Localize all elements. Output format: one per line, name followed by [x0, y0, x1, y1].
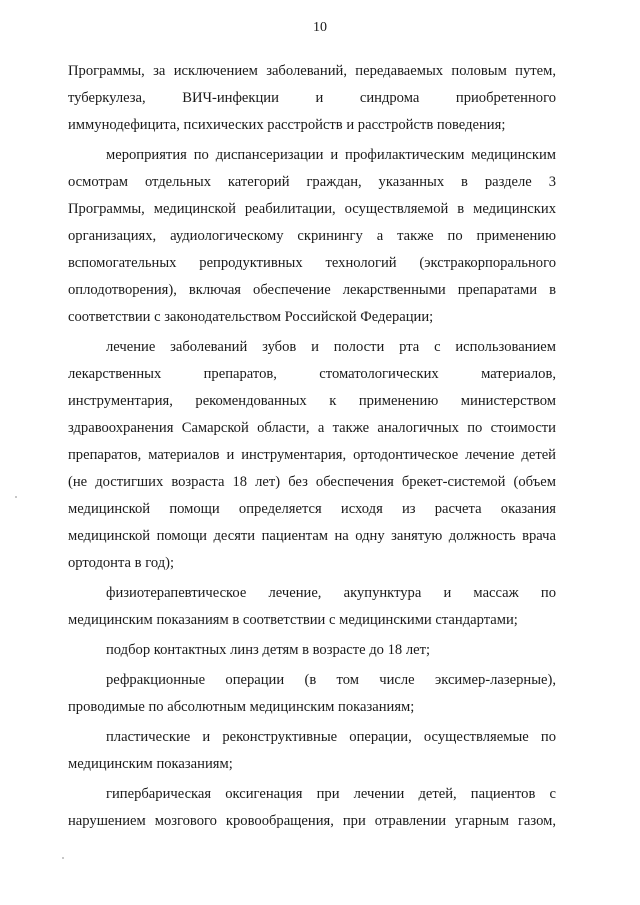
text-line: препаратов, материалов и инструментария, ортодонтическое лечение детей — [68, 447, 556, 463]
text-line: (не достигших возраста 18 лет) без обеспечения брекет-системой (объем — [68, 474, 556, 490]
text-line: здравоохранения Самарской области, а также аналогичных по стоимости — [68, 420, 556, 436]
text-line: осмотрам отдельных категорий граждан, указанных в разделе 3 — [68, 174, 556, 190]
text-line: медицинским показаниям в соответствии с медицинскими стандартами; — [68, 612, 518, 628]
text-line: физиотерапевтическое лечение, акупунктура и массаж по — [106, 585, 556, 601]
text-line: ортодонта в год); — [68, 555, 175, 571]
text-line: соответствии с законодательством Российской Федерации; — [68, 309, 434, 325]
text-line: медицинской помощи десяти пациентам на одну занятую должность врача — [68, 528, 556, 544]
scan-speck — [62, 857, 64, 859]
text-line: лечение заболеваний зубов и полости рта с использованием — [106, 339, 556, 355]
text-line: лекарственных препаратов, стоматологических материалов, — [68, 366, 556, 382]
text-line: иммунодефицита, психических расстройств и расстройств поведения; — [68, 117, 506, 133]
text-line: рефракционные операции (в том числе эксимер-лазерные), — [106, 672, 556, 688]
text-line: гипербарическая оксигенация при лечении детей, пациентов с — [106, 786, 556, 802]
text-line: проводимые по абсолютным медицинским показаниям; — [68, 699, 415, 715]
scan-speck — [15, 496, 17, 498]
text-line: нарушением мозгового кровообращения, при отравлении угарным газом, — [68, 813, 556, 829]
text-line: пластические и реконструктивные операции, осуществляемые по — [106, 729, 556, 745]
text-line: медицинской помощи определяется исходя из расчета оказания — [68, 501, 556, 517]
text-line: организациях, аудиологическому скринингу а также по применению — [68, 228, 556, 244]
text-line: туберкулеза, ВИЧ-инфекции и синдрома приобретенного — [68, 90, 556, 106]
text-line: Программы, за исключением заболеваний, передаваемых половым путем, — [68, 63, 556, 79]
page-number: 10 — [313, 20, 327, 35]
text-line: Программы, медицинской реабилитации, осуществляемой в медицинских — [68, 201, 556, 217]
text-line: вспомогательных репродуктивных технологий (экстракорпорального — [68, 255, 556, 271]
text-line: медицинским показаниям; — [68, 756, 233, 772]
text-line: мероприятия по диспансеризации и профилактическим медицинским — [106, 147, 556, 163]
text-line: инструментария, рекомендованных к применению министерством — [68, 393, 556, 409]
text-line: подбор контактных линз детям в возрасте до 18 лет; — [106, 642, 431, 658]
text-line: оплодотворения), включая обеспечение лекарственными препаратами в — [68, 282, 556, 298]
